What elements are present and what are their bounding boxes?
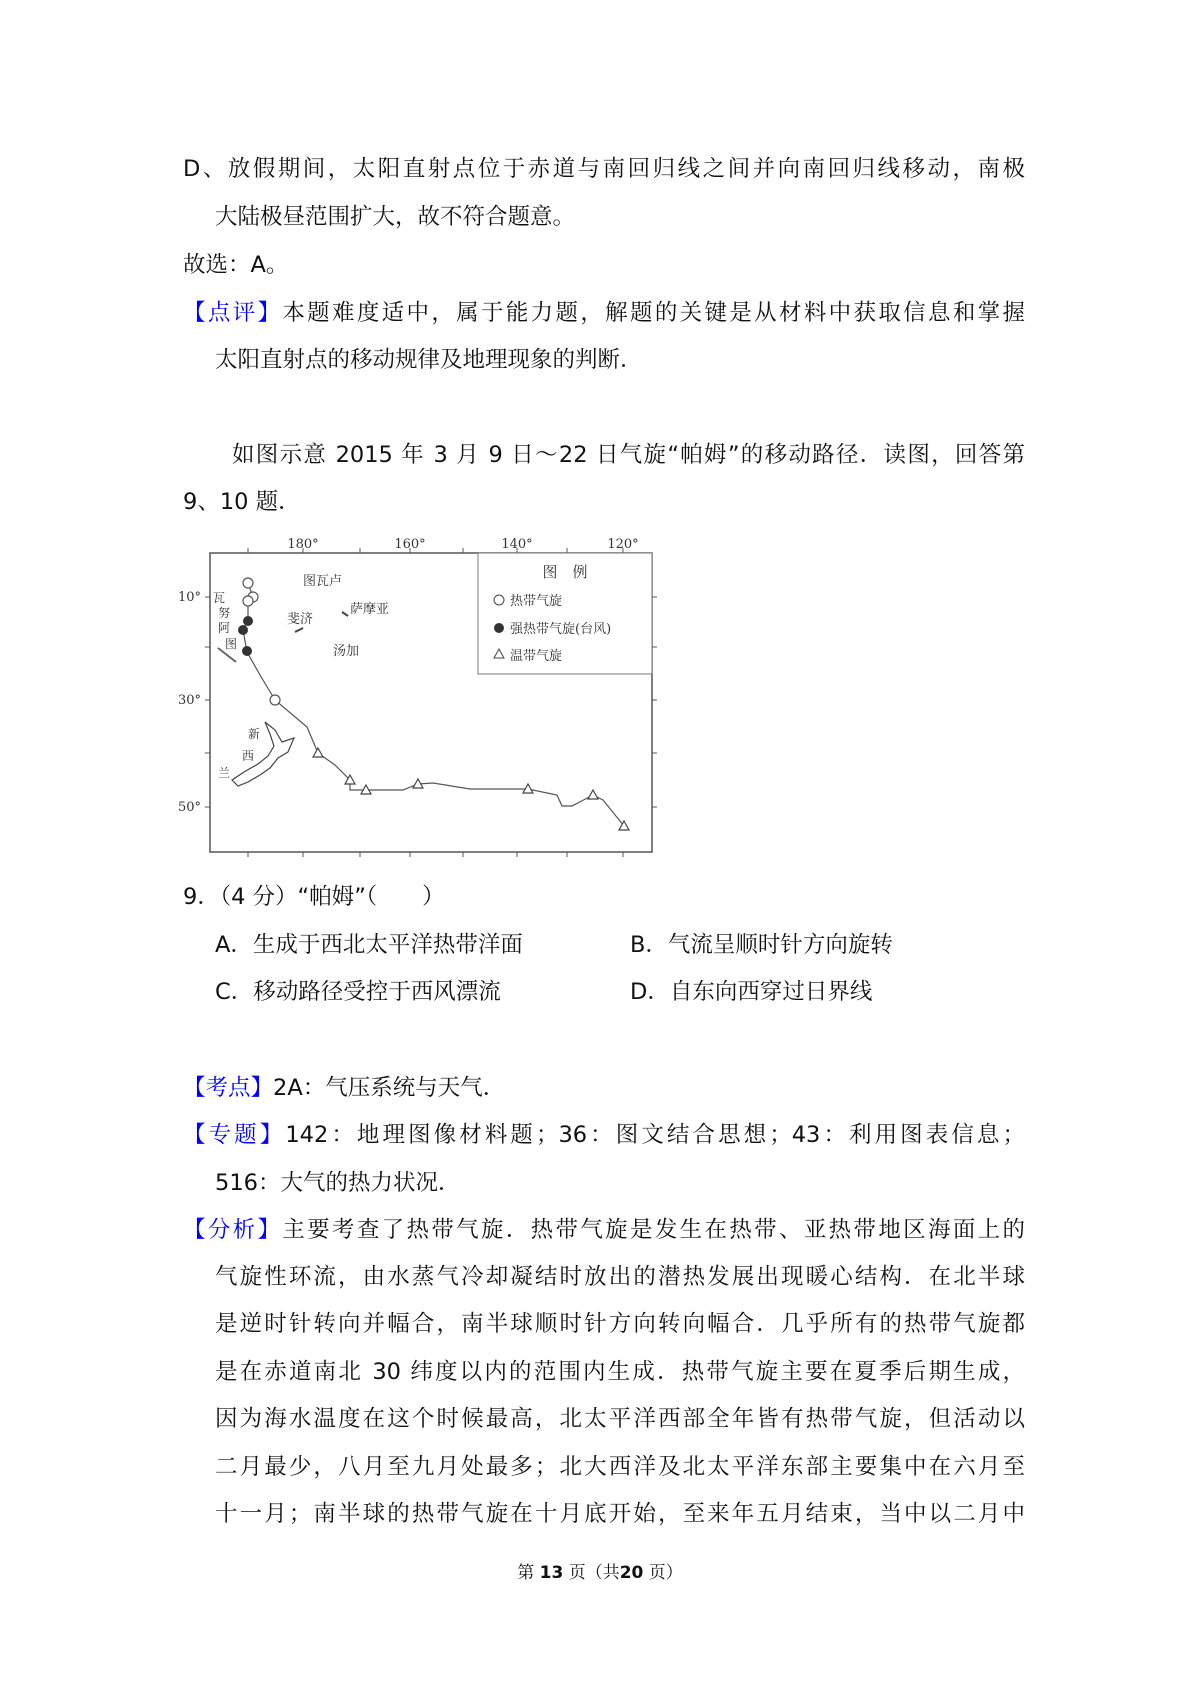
fenxi-line-7: 十一月；南半球的热带气旋在十月底开始，至来年五月结束，当中以二月中 [215,1501,1025,1527]
legend-item-extratropical: 温带气旋 [510,649,563,664]
fenxi-line-2: 气旋性环流，由水蒸气冷却凝结时放出的潜热发展出现暖心结构．在北半球 [215,1264,1025,1290]
kaodian-line [183,1073,505,1103]
page-footer [0,1558,1200,1583]
extratropical-cyclone-point [313,748,323,757]
fenxi-line-6: 二月最少，八月至九月处最多；北大西洋及北太平洋东部主要集中在六月至 [215,1454,1025,1480]
tropical-cyclone-point [243,578,253,588]
label-nz-2: 西 [242,749,255,763]
footer-total-pages: 20 [619,1563,644,1583]
label-vanuatu-4: 图 [225,637,238,651]
footer-mid: 页（共 [568,1563,620,1583]
fenxi-tag: 【分析】 [183,1217,283,1243]
label-nz-3: 兰 [218,766,231,780]
option-a: A．生成于西北太平洋热带洋面 [215,932,523,958]
intro-line-1: 如图示意 2015 年 3 月 9 日～22 日气旋“帕姆”的移动路径．读图，回答第 [232,442,1025,468]
comment-tag: 【点评】 [183,300,283,326]
option-d-line-1: D、放假期间，太阳直射点位于赤道与南回归线之间并向南回归线移动，南极 [183,156,1025,182]
fenxi-line-4: 是在赤道南北 30 纬度以内的范围内生成．热带气旋主要在夏季后期生成， [215,1359,1025,1385]
kaodian-text: 2A：气压系统与天气． [273,1075,506,1101]
option-d: D．自东向西穿过日界线 [630,979,873,1005]
tropical-cyclone-markers [243,578,280,705]
comment-text: 本题难度适中，属于能力题，解题的关键是从材料中获取信息和掌握 [282,300,1025,326]
legend-filled-circle-icon [494,623,504,633]
intro-line-2: 9、10 题． [183,489,301,515]
tropical-cyclone-point [270,695,280,705]
tick-label-120: 120° [607,537,639,552]
zhuanti-tag: 【专题】 [183,1122,286,1148]
fenxi-line-3: 是逆时针转向并幅合，南半球顺时针方向转向幅合．几乎所有的热带气旋都 [215,1311,1025,1337]
cyclone-path-map [170,520,670,870]
kaodian-tag: 【考点】 [183,1075,274,1101]
label-vanuatu-2: 努 [218,606,231,620]
tick-label-180: 180° [287,537,319,552]
legend-title: 图 例 [542,563,588,581]
legend-open-circle-icon [494,595,504,605]
severe-cyclone-point [243,616,253,626]
option-c: C．移动路径受控于西风漂流 [215,979,501,1005]
label-vanuatu-1: 瓦 [213,591,226,605]
comment-line-2: 太阳直射点的移动规律及地理现象的判断． [215,347,643,373]
footer-post: 页） [648,1563,683,1583]
island-samoa [342,612,348,616]
option-b: B．气流呈顺时针方向旋转 [630,932,893,958]
legend-item-severe: 强热带气旋(台风) [510,622,612,637]
fenxi-line-5: 因为海水温度在这个时候最高，北太平洋西部全年皆有热带气旋，但活动以 [215,1406,1025,1432]
tick-label-160: 160° [394,537,426,552]
label-tuvalu: 图瓦卢 [303,574,343,589]
label-nz-1: 新 [248,727,261,741]
fenxi-text: 主要考查了热带气旋．热带气旋是发生在热带、亚热带地区海面上的 [282,1217,1025,1243]
zhuanti-line-1 [183,1120,1025,1150]
label-samoa: 萨摩亚 [350,602,390,617]
label-vanuatu-3: 阿 [218,621,231,635]
fenxi-line-1 [183,1215,1025,1245]
zhuanti-line-2: 516：大气的热力状况． [215,1170,461,1196]
tropical-cyclone-point [243,596,253,606]
question-stem: 9．（4 分）“帕姆”（ ） [183,884,445,910]
comment-line-1 [183,298,1025,328]
tick-label-10: 10° [178,590,202,605]
tick-label-140: 140° [501,537,533,552]
extratropical-cyclone-point [588,790,598,799]
footer-pre: 第 [517,1563,535,1583]
legend-item-tropical: 热带气旋 [510,594,563,609]
answer-line: 故选：A。 [183,252,289,278]
label-fiji: 斐济 [287,612,314,627]
severe-cyclone-point [242,646,252,656]
label-tonga: 汤加 [333,644,360,659]
tick-label-30: 30° [178,693,202,708]
option-d-line-2: 大陆极昼范围扩大，故不符合题意。 [215,204,576,230]
tick-label-50: 50° [178,800,202,815]
severe-cyclone-point [238,625,248,635]
zhuanti-text: 142：地理图像材料题；36：图文结合思想；43：利用图表信息； [285,1122,1025,1148]
severe-cyclone-markers [238,616,253,656]
footer-page-number: 13 [539,1563,564,1583]
island-fiji [295,628,303,632]
